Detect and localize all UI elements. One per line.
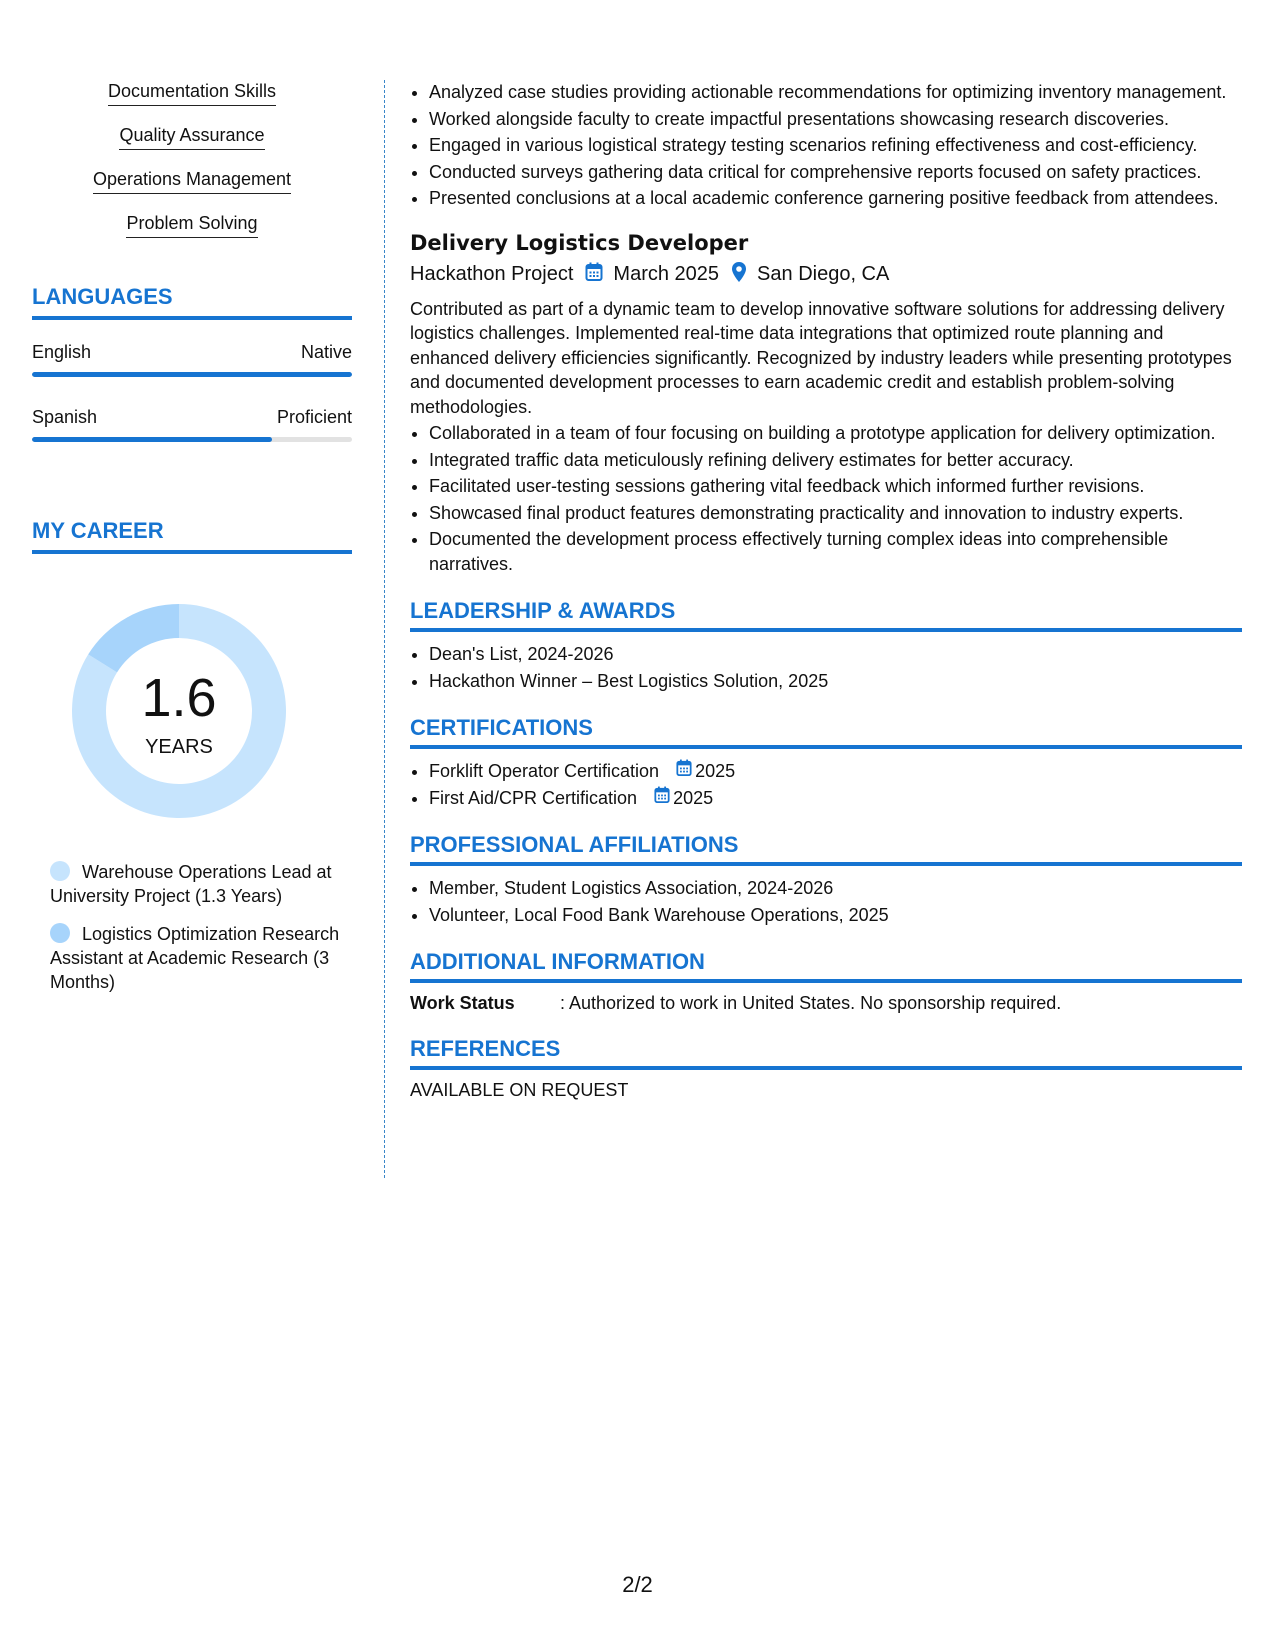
certification-year: 2025	[673, 787, 714, 808]
career-legend-item	[50, 922, 340, 994]
skills-list	[32, 80, 352, 238]
career-legend-item	[50, 860, 340, 908]
job-title: Delivery Logistics Developer	[410, 230, 749, 255]
bullet-item: • Conducted surveys gathering data critical for comprehensive reports focused on safety practices.	[429, 160, 1242, 185]
certifications-list	[410, 759, 1242, 810]
job-organization: Hackathon Project	[410, 263, 574, 285]
career-heading: MY CAREER	[32, 518, 352, 554]
bullet-item: • Showcased final product features demonstrating practicality and innovation to industry experts.	[429, 501, 1242, 526]
language-name: English	[32, 342, 92, 362]
bullet-item: • Integrated traffic data meticulously refining delivery estimates for better accuracy.	[429, 448, 1242, 473]
language-name: Spanish	[32, 407, 98, 427]
award-item: • Hackathon Winner – Best Logistics Solution, 2025	[429, 669, 1242, 694]
affiliation-item: • Volunteer, Local Food Bank Warehouse Operations, 2025	[429, 903, 1242, 928]
language-proficiency-bar	[32, 372, 352, 377]
additional-info-heading: ADDITIONAL INFORMATION	[410, 949, 1242, 983]
certification-name: Forklift Operator Certification	[429, 761, 660, 781]
skill-item: Problem Solving	[126, 212, 257, 238]
job-meta	[410, 261, 1242, 289]
language-level: Proficient	[276, 407, 352, 427]
calendar-icon	[676, 759, 695, 784]
job-location: San Diego, CA	[757, 263, 890, 285]
language-level: Native	[300, 342, 352, 362]
career-donut-chart	[66, 598, 292, 824]
language-entry	[32, 407, 352, 442]
award-item: • Dean's List, 2024-2026	[429, 642, 1242, 667]
previous-job-bullets	[410, 80, 1242, 211]
bullet-item: • Worked alongside faculty to create impactful presentations showcasing research discoveries.	[429, 107, 1242, 132]
references-heading: REFERENCES	[410, 1036, 1242, 1070]
work-status-row	[410, 993, 1242, 1014]
bullet-item: • Analyzed case studies providing actionable recommendations for optimizing inventory management.	[429, 80, 1242, 105]
calendar-icon	[654, 786, 673, 811]
awards-list	[410, 642, 1242, 693]
certification-name: First Aid/CPR Certification	[429, 787, 638, 808]
career-role-label: Warehouse Operations Lead at University Project (1.3 Years)	[50, 862, 332, 906]
work-status-value: : Authorized to work in United States. No sponsorship required.	[560, 993, 1062, 1013]
career-legend	[50, 860, 340, 994]
language-entry	[32, 342, 352, 377]
legend-dot	[50, 923, 70, 943]
bullet-item: • Facilitated user-testing sessions gathering vital feedback which informed further revisions.	[429, 474, 1242, 499]
skill-item: Quality Assurance	[119, 124, 264, 150]
affiliations-heading: PROFESSIONAL AFFILIATIONS	[410, 832, 1242, 866]
map-pin-icon	[731, 261, 747, 289]
bullet-item: • Presented conclusions at a local academic conference garnering positive feedback from attendees.	[429, 186, 1242, 211]
career-role-label: Logistics Optimization Research Assistant at Academic Research (3 Months)	[50, 924, 340, 992]
bullet-item: • Documented the development process effectively turning complex ideas into comprehensible narratives.	[429, 527, 1242, 576]
language-proficiency-fill	[32, 437, 272, 442]
language-proficiency-fill	[32, 372, 352, 377]
certification-year: 2025	[695, 761, 736, 781]
language-proficiency-bar	[32, 437, 352, 442]
references-text: AVAILABLE ON REQUEST	[410, 1080, 629, 1100]
languages-heading: LANGUAGES	[32, 284, 352, 320]
sidebar	[32, 80, 352, 1008]
calendar-icon	[585, 262, 603, 288]
skill-item: Documentation Skills	[108, 80, 276, 106]
certifications-heading: CERTIFICATIONS	[410, 715, 1242, 749]
job-date: March 2025	[613, 263, 720, 285]
career-total-years: 1.6	[141, 668, 217, 728]
certification-item	[429, 759, 1242, 784]
affiliation-item: • Member, Student Logistics Association, 2024-2026	[429, 876, 1242, 901]
page-number: 2/2	[622, 1572, 653, 1597]
skill-item: Operations Management	[93, 168, 291, 194]
certification-item	[429, 786, 1242, 811]
affiliations-list	[410, 876, 1242, 927]
main-content	[410, 80, 1242, 1101]
column-divider	[384, 80, 385, 1178]
awards-heading: LEADERSHIP & AWARDS	[410, 598, 1242, 632]
bullet-item: • Collaborated in a team of four focusing on building a prototype application for delivery optimization.	[429, 421, 1242, 446]
job-description: Contributed as part of a dynamic team to develop innovative software solutions for addressing delivery logistics challenges. Implemented real-time data integrations that optimized route planning and enhanced delivery efficiencies significantly. Recognized by industry leaders while presenting prototypes and documented development processes to earn academic credit and establish problem-solving methodologies.	[410, 298, 1232, 417]
bullet-item: • Engaged in various logistical strategy testing scenarios refining effectiveness and cost-efficiency.	[429, 133, 1242, 158]
legend-dot	[50, 861, 70, 881]
career-years-unit: YEARS	[145, 736, 213, 758]
job-bullets	[410, 421, 1242, 576]
work-status-label: Work Status	[410, 993, 515, 1013]
